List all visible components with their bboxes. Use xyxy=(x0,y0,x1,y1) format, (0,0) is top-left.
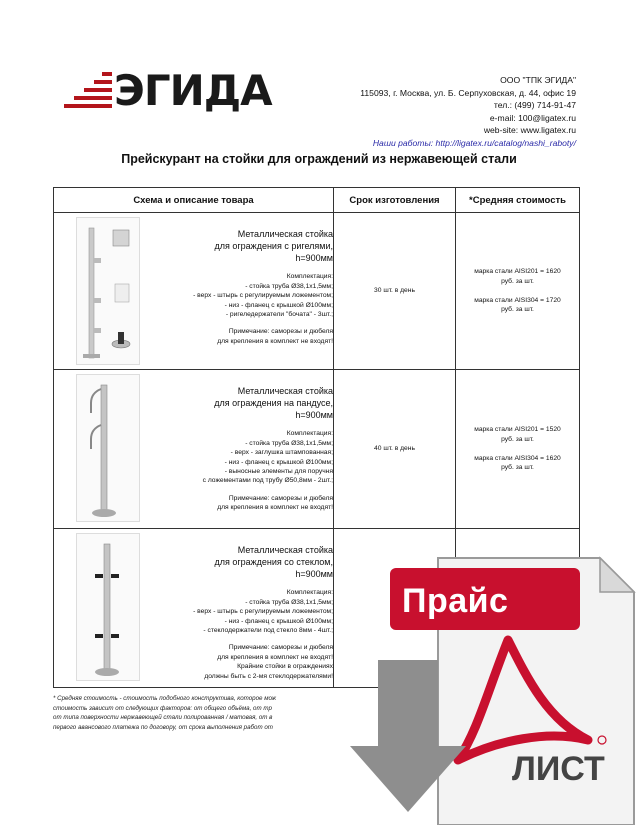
company-website[interactable]: web-site: www.ligatex.ru xyxy=(483,125,576,136)
footnote: * Средняя стоимость - стоимость подобного конструктива, которое мож стоимость зависит от следующих факторов: от общего объёма, от тр от типа поверхности нержавеющей стали полированная / матовая, от в первого авансового платежа по договору, от срока выполнения работ от xyxy=(53,695,277,731)
product-image-railing-post xyxy=(76,217,140,365)
product-image-ramp-post xyxy=(76,374,140,522)
company-phone: тел.: (499) 714-91-47 xyxy=(493,100,576,111)
cost-cell: марка стали AISI201 = 1520 руб. за шт. марка стали AISI304 = 1620 руб. за шт. xyxy=(456,370,580,529)
product-note: Примечание: саморезы и дюбеля для крепления в комплект не входят! xyxy=(217,494,333,512)
table-row xyxy=(54,213,580,370)
company-name: ООО "ТПК ЭГИДА" xyxy=(500,75,576,85)
header-term: Срок изготовления xyxy=(334,188,456,213)
page-title: Прейскурант на стойки для ограждений из нержавеющей стали xyxy=(121,152,517,166)
product-description: Металлическая стойка для ограждения со стеклом, h=900мм Комплектация: - стойка труба Ø38,1х1,5мм; - верх - штырь с регулируемым ложементом; - низ - фланец с крышкой Ø100мм; - стеклодержатели под стекло 8мм - 4шт.; Примечание: саморезы и дюбеля для крепления в комплект не входят! Крайние стойки в ограждениях должны быть с 2-мя стеклодержателями! xyxy=(193,545,333,680)
company-logo xyxy=(62,66,272,116)
table-header-row xyxy=(54,188,580,213)
term-cell: 30 шт. в день xyxy=(334,213,456,370)
product-image-glass-post xyxy=(76,533,140,681)
pdf-icon-label-list: ЛИСТ xyxy=(512,750,605,788)
product-kit: Комплектация: - стойка труба Ø38,1х1,5мм; - верх - заглушка штампованная; - низ - фланец с крышкой Ø100мм; - выносные элементы для поручня с ложементами под трубу Ø50,8мм - 2шт.; xyxy=(202,430,333,485)
product-cell xyxy=(54,213,334,370)
company-address: 115093, г. Москва, ул. Б. Серпуховская, д. 44, офис 19 xyxy=(360,87,576,98)
term-cell: 40 шт. в день xyxy=(334,370,456,529)
header-product: Схема и описание товара xyxy=(54,188,334,213)
table-row xyxy=(54,370,580,529)
pdf-icon-label-price: Прайс xyxy=(402,582,509,620)
product-cell xyxy=(54,370,334,529)
product-description: Металлическая стойка для ограждения с ригелями, h=900мм Комплектация: - стойка труба Ø38,1х1,5мм; - верх - штырь с регулируемым ложементом; - низ - фланец с крышкой Ø100мм; - ригеледержатели "бочата" - 3шт.; Примечание: саморезы и дюбеля для крепления в комплект не входят! xyxy=(193,229,333,345)
logo-text: ЭГИДА xyxy=(114,66,272,115)
product-kit: Комплектация: - стойка труба Ø38,1х1,5мм; - верх - штырь с регулируемым ложементом; - низ - фланец с крышкой Ø100мм; - ригеледержатели "бочата" - 3шт.; xyxy=(193,273,333,319)
company-info xyxy=(360,74,576,150)
cost-cell: марка стали AISI201 = 1620 руб. за шт. марка стали AISI304 = 1720 руб. за шт. xyxy=(456,213,580,370)
product-note: Примечание: саморезы и дюбеля для крепления в комплект не входят! Крайние стойки в ограждениях должны быть с 2-мя стеклодержателями! xyxy=(204,644,333,680)
works-link[interactable]: Наши работы: http://ligatex.ru/catalog/nashi_raboty/ xyxy=(372,137,576,148)
header-cost: *Средняя стоимость xyxy=(456,188,580,213)
product-cell xyxy=(54,529,334,688)
product-note: Примечание: саморезы и дюбеля для крепления в комплект не входят! xyxy=(217,328,333,345)
product-kit: Комплектация: - стойка труба Ø38,1х1,5мм; - верх - штырь с регулируемым ложементом; - низ - фланец с крышкой Ø100мм; - стеклодержатели под стекло 8мм - 4шт.; xyxy=(193,589,333,635)
company-email[interactable]: e-mail: 100@ligatex.ru xyxy=(489,112,576,123)
product-description: Металлическая стойка для ограждения на пандусе, h=900мм Комплектация: - стойка труба Ø38,1х1,5мм; - верх - заглушка штампованная; - низ - фланец с крышкой Ø100мм; - выносные элементы для поручня с ложементами под трубу Ø50,8мм - 2шт.; Примечание: саморезы и дюбеля для крепления в комплект не входят! xyxy=(202,386,333,512)
